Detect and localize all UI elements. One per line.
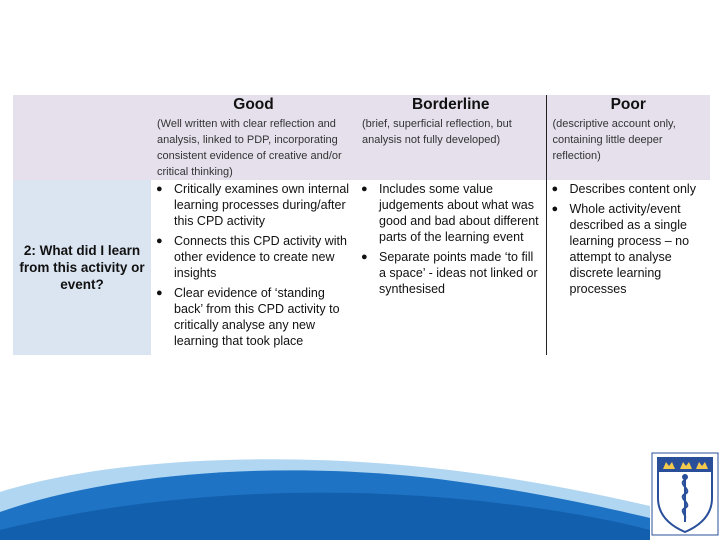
criteria-text: Whole activity/event described as a single learning process – no attempt to analyse discrete learning processes xyxy=(569,202,690,296)
column-title-poor: Poor xyxy=(610,96,646,113)
criteria-text: Clear evidence of ‘standing back’ from this CPD activity to critically analyse any new learning that took place xyxy=(174,286,340,348)
bullet-icon: ● xyxy=(551,203,559,215)
question-label: 2: What did I learn from this activity or event? xyxy=(19,243,145,292)
criteria-text: Critically examines own internal learning processes during/after this CPD activity xyxy=(174,182,350,228)
bullet-icon: ● xyxy=(156,235,163,247)
criteria-text: Includes some value judgements about what was good and bad about different parts of the learning event xyxy=(379,182,539,244)
bullet-icon: ● xyxy=(551,183,559,195)
bullet-icon: ● xyxy=(361,183,368,195)
criteria-text: Separate points made ‘to fill a space’ - ideas not linked or synthesised xyxy=(379,250,538,296)
column-title-borderline: Borderline xyxy=(411,96,490,113)
bullet-icon: ● xyxy=(156,183,163,195)
bullet-icon: ● xyxy=(156,287,163,299)
column-subtitle-borderline: (brief, superficial reflection, but analysis not fully developed) xyxy=(362,118,512,146)
column-subtitle-good: (Well written with clear reflection and analysis, linked to PDP, incorporating consistent evidence of creative and/or critical thinking) xyxy=(157,118,342,178)
bullet-icon: ● xyxy=(361,251,368,263)
column-subtitle-poor: (descriptive account only, containing little deeper reflection) xyxy=(552,118,676,162)
criteria-text: Describes content only xyxy=(569,182,696,196)
college-crest-logo xyxy=(651,452,719,536)
column-title-good: Good xyxy=(233,96,274,113)
criteria-text: Connects this CPD activity with other evidence to create new insights xyxy=(174,234,347,280)
